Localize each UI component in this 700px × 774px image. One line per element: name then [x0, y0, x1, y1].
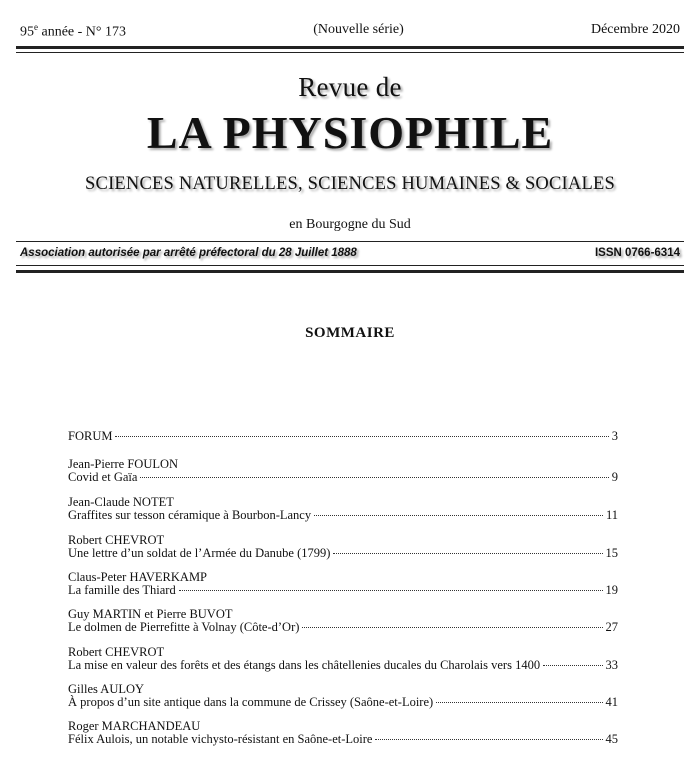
toc-entry	[68, 496, 618, 522]
region-label: en Bourgogne du Sud	[289, 217, 411, 232]
toc-entry	[68, 646, 618, 672]
toc-line	[68, 509, 618, 522]
toc-author: Jean-Pierre FOULON	[68, 457, 179, 471]
toc-page-number: 19	[605, 583, 618, 597]
toc-leader-dots	[140, 477, 608, 478]
assoc-rule-mid	[16, 265, 684, 266]
toc-author: Jean-Claude NOTET	[68, 495, 174, 509]
header-rule-thick	[16, 46, 684, 49]
toc-leader-dots	[314, 515, 603, 516]
issue-header	[20, 22, 680, 41]
toc-author: Claus-Peter HAVERKAMP	[68, 570, 208, 584]
toc-page-number: 9	[611, 470, 618, 484]
toc-line	[68, 696, 618, 709]
toc-line	[68, 471, 618, 484]
toc-line	[68, 733, 618, 746]
toc-title: FORUM	[68, 429, 113, 443]
toc-author: Roger MARCHANDEAU	[68, 719, 201, 733]
toc-entry	[68, 571, 618, 597]
toc-line	[68, 621, 618, 634]
toc-entry	[68, 720, 618, 746]
toc-title: Graffites sur tesson céramique à Bourbon-Lancy	[68, 508, 312, 522]
toc-title: À propos d’un site antique dans la commune de Crissey (Saône-et-Loire)	[68, 695, 434, 709]
sommaire-heading: SOMMAIRE	[305, 325, 395, 341]
toc-title: La mise en valeur des forêts et des étangs dans les châtellenies ducales du Charolais vers 1400	[68, 658, 541, 672]
journal-subtitle: SCIENCES NATURELLES, SCIENCES HUMAINES & SOCIALES	[85, 174, 615, 194]
revue-de-label: Revue de	[298, 72, 402, 102]
toc-page-number: 27	[605, 620, 618, 634]
toc-entry	[68, 608, 618, 634]
toc-author: Guy MARTIN et Pierre BUVOT	[68, 607, 233, 621]
assoc-rule-top	[16, 241, 684, 242]
toc-leader-dots	[543, 665, 602, 666]
toc-title: Le dolmen de Pierrefitte à Volnay (Côte-d’Or)	[68, 620, 300, 634]
toc-leader-dots	[302, 627, 602, 628]
toc-leader-dots	[179, 590, 603, 591]
toc-leader-dots	[436, 702, 602, 703]
toc-entry	[68, 683, 618, 709]
toc-leader-dots	[375, 739, 602, 740]
toc-leader-dots	[333, 553, 602, 554]
toc-title: Covid et Gaïa	[68, 470, 138, 484]
issn: ISSN 0766-6314	[594, 247, 680, 259]
toc-line	[68, 430, 618, 443]
association-line	[20, 247, 680, 259]
toc-page-number: 11	[605, 508, 618, 522]
toc-page-number: 3	[611, 429, 618, 443]
toc-entry	[68, 458, 618, 484]
issue-date: Décembre 2020	[590, 22, 680, 37]
toc-page-number: 45	[605, 732, 618, 746]
toc-author: Gilles AULOY	[68, 682, 145, 696]
toc-line	[68, 584, 618, 597]
journal-title: LA PHYSIOPHILE	[146, 107, 554, 158]
toc-title: Une lettre d’un soldat de l’Armée du Danube (1799)	[68, 546, 331, 560]
assoc-rule-bottom	[16, 270, 684, 273]
toc-entry	[68, 534, 618, 560]
toc-line	[68, 547, 618, 560]
toc-author: Robert CHEVROT	[68, 533, 165, 547]
toc-page-number: 41	[605, 695, 618, 709]
toc-title: La famille des Thiard	[68, 583, 176, 597]
header-rule-thin	[16, 52, 684, 53]
toc-page-number: 15	[605, 546, 618, 560]
toc-line	[68, 659, 618, 672]
issue-number: 95e année - N° 173	[20, 22, 127, 40]
toc-page-number: 33	[605, 658, 618, 672]
toc-leader-dots	[115, 436, 608, 437]
toc-title: Félix Aulois, un notable vichysto-résistant en Saône-et-Loire	[68, 732, 373, 746]
toc-entry	[68, 430, 618, 443]
series-label: (Nouvelle série)	[313, 22, 404, 37]
toc-author: Robert CHEVROT	[68, 645, 165, 659]
association-text: Association autorisée par arrêté préfectoral du 28 Juillet 1888	[20, 247, 357, 259]
